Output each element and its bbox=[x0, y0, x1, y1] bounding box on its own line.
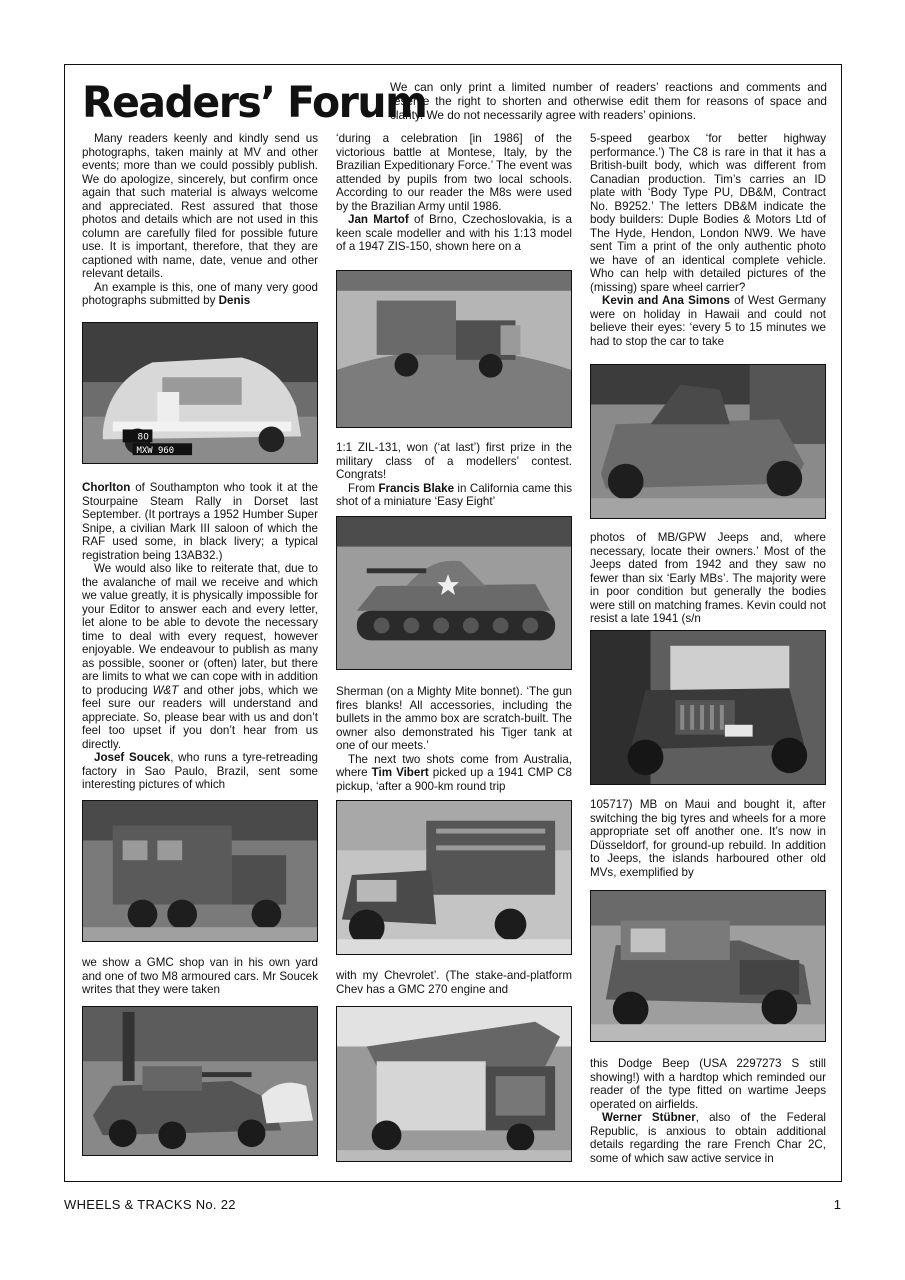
paragraph: Kevin and Ana Simons of West Germany were on holiday in Hawaii and could not believe their eyes: ‘every 5 to 15 minutes we had to stop the car to take bbox=[590, 294, 826, 348]
photo-dodge-beep bbox=[590, 890, 826, 1042]
photo-derelict-jeep bbox=[590, 364, 826, 519]
paragraph: 5-speed gearbox ‘for better highway performance.’) The C8 is rare in that it has a British-built body, which was different from Canadian production. Tim’s carries an ID plate with ‘Body Type PU, DB&M, Contract No. B9252.’ The letters DB&M indicate the body builders: Duple Bodies & Motors Ltd of The Hyde, Hendon, London NW9. We have sent Tim a print of the only authentic photo we have of an identical complete vehicle. Who can help with detailed pictures of the (missing) spare wheel carrier? bbox=[590, 132, 826, 294]
photo-m8-armoured-car bbox=[82, 1006, 318, 1156]
paragraph: Chorlton of Southampton who took it at the Stourpaine Steam Rally in Dorset last September. (It portrays a 1952 Humber Super Snipe, a civilian Mark III saloon of which the RAF used some, in black livery; a typical registration being 13AB32.) bbox=[82, 481, 318, 562]
reader-name: Jan Martof bbox=[348, 213, 409, 226]
paragraph: 1:1 ZIL-131, won (‘at last’) first prize in the military class of a modellers’ contest. Congrats! bbox=[336, 441, 572, 481]
paragraph: 105717) MB on Maui and bought it, after switching the big tyres and wheels for a more appropriate set off another one. It’s now in Düsseldorf, for ground-up rebuild. In addition to Jeeps, the islands harboured other old MVs, exemplified by bbox=[590, 798, 826, 879]
footer-magazine-issue: WHEELS & TRACKS No. 22 bbox=[64, 1197, 236, 1212]
column-2-lower bbox=[336, 685, 572, 793]
reader-name: Denis bbox=[218, 294, 251, 307]
photo-1941-mb-jeep bbox=[590, 630, 826, 785]
registration-plate: MXW 960 bbox=[136, 446, 175, 457]
paragraph: we show a GMC shop van in his own yard and one of two M8 armoured cars. Mr Soucek writes that they were taken bbox=[82, 956, 318, 996]
photo-humber-super-snipe bbox=[82, 322, 318, 464]
paragraph: The next two shots come from Australia, where Tim Vibert picked up a 1941 CMP C8 pickup, ‘after a 900-km round trip bbox=[336, 752, 572, 793]
column-3-lower bbox=[590, 798, 826, 879]
page-title: Readers’ Forum bbox=[82, 76, 427, 128]
intro-note: We can only print a limited number of readers’ reactions and comments and reserve the right to shorten and otherwise edit them for reasons of space and clarity. We do not necessarily agree with readers’ opinions. bbox=[390, 80, 827, 122]
reader-name: Josef Soucek bbox=[94, 751, 171, 764]
paragraph: with my Chevrolet’. (The stake-and-platform Chev has a GMC 270 engine and bbox=[336, 969, 572, 996]
paragraph: An example is this, one of many very good photographs submitted by Denis bbox=[82, 280, 318, 307]
paragraph: Josef Soucek, who runs a tyre-retreading factory in Sao Paulo, Brazil, sent some interesting pictures of which bbox=[82, 751, 318, 791]
photo-gmc-shop-van bbox=[82, 800, 318, 942]
photo-sherman-miniature bbox=[336, 516, 572, 670]
column-2-bottom bbox=[336, 969, 572, 996]
column-3-top bbox=[590, 132, 826, 348]
paragraph: photos of MB/GPW Jeeps and, where necessary, locate their owners.’ Most of the Jeeps dated from 1942 and they saw no fewer than six ‘Early MBs’. The majority were in poor condition but generally the bodies were still on matching frames. Kevin could not resist a late 1941 (s/n bbox=[590, 531, 826, 625]
reader-name: Werner Stübner bbox=[602, 1111, 696, 1124]
paragraph: Sherman (on a Mighty Mite bonnet). ‘The gun fires blanks! All accessories, including the bullets in the ammo box are scratch-built. The owner also demonstrated his Tiger tank at one of our meets.’ bbox=[336, 685, 572, 752]
reader-name: Tim Vibert bbox=[371, 766, 429, 779]
photo-c8-front-detail bbox=[336, 1006, 572, 1162]
paragraph: Jan Martof of Brno, Czechoslovakia, is a keen scale modeller and with his 1:13 model of a 1947 ZIS-150, shown here on a bbox=[336, 213, 572, 253]
magazine-name: W&T bbox=[152, 683, 179, 697]
column-1-middle bbox=[82, 481, 318, 792]
column-3-middle bbox=[590, 531, 826, 626]
reader-name: Kevin and Ana Simons bbox=[602, 294, 730, 307]
paragraph: We would also like to reiterate that, due to the avalanche of mail we receive and which we value greatly, it is physically impossible for your Editor to answer each and every letter, let alone to be able to devote the necessary time to deal with every request, however enjoyable. We endeavour to publish as many as possible, sooner or (often) later, but there are limits to what we can cope with in addition to producing W&T and other jobs, which we feel sure our readers will understand and appreciate. So, please bear with us and don’t feel too upset if you don’t hear from us directly. bbox=[82, 562, 318, 751]
column-2-top bbox=[336, 132, 572, 254]
column-1-bottom bbox=[82, 956, 318, 997]
reader-name: Francis Blake bbox=[378, 481, 455, 495]
column-3-bottom bbox=[590, 1057, 826, 1165]
column-2-middle bbox=[336, 441, 572, 509]
paragraph: ‘during a celebration [in 1986] of the victorious battle at Montese, Italy, by the Brazilian Expeditionary Force.’ The event was attended by pupils from two local schools. According to our reader the M8s were used by the Brazilian Army until 1986. bbox=[336, 132, 572, 213]
column-1-top bbox=[82, 132, 318, 308]
reader-name: Chorlton bbox=[82, 481, 131, 494]
photo-cmp-c8-pickup bbox=[336, 800, 572, 955]
photo-zis-150-model bbox=[336, 270, 572, 428]
page-number: 1 bbox=[833, 1197, 841, 1212]
paragraph: this Dodge Beep (USA 2297273 S still showing!) with a hardtop which reminded our reader of the type fitted on wartime Jeeps operated on airfields. bbox=[590, 1057, 826, 1111]
paragraph: Many readers keenly and kindly send us photographs, taken mainly at MV and other events; more than we could possibly publish. We do apologize, sincerely, but confirm once again that such material is always welcome and appreciated. Rest assured that those photos and details which are not used in this column are carefully filed for possible future use. It is important, therefore, that they are captioned with name, date, venue and other relevant details. bbox=[82, 132, 318, 280]
number-plate-front: 80 bbox=[137, 432, 149, 443]
paragraph: From Francis Blake in California came this shot of a miniature ‘Easy Eight’ bbox=[336, 481, 572, 508]
paragraph: Werner Stübner, also of the Federal Republic, is anxious to obtain additional details regarding the rare French Char 2C, some of which saw active service in bbox=[590, 1111, 826, 1165]
